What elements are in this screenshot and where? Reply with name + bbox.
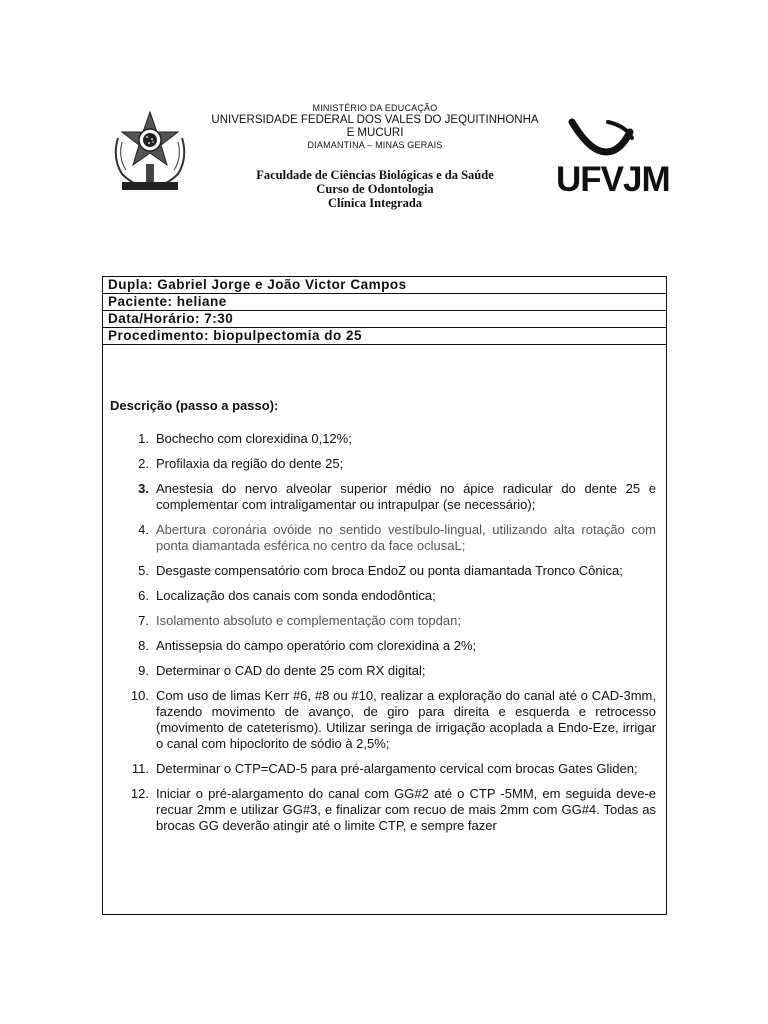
data-horario-row: Data/Horário: 7:30 (103, 311, 666, 328)
list-item (103, 522, 663, 554)
institution-header (190, 103, 560, 151)
list-item (103, 638, 663, 654)
step-text: Anestesia do nervo alveolar superior médio no ápice radicular do dente 25 e complementar com intraligamentar ou intrapulpar (se necessário); (156, 481, 656, 512)
list-item (103, 688, 663, 752)
info-table (102, 276, 667, 345)
step-text: Bochecho com clorexidina 0,12%; (156, 431, 352, 446)
step-number: 9. (138, 663, 149, 678)
step-number: 11. (131, 761, 149, 776)
procedimento-row: Procedimento: biopulpectomia do 25 (108, 328, 363, 343)
list-item (103, 456, 663, 472)
step-number: 7. (138, 613, 149, 628)
step-text: Abertura coronária ovóide no sentido vestíbulo-lingual, utilizando alta rotação com ponta diamantada esférica no centro da face oclusaL; (156, 522, 656, 553)
description-title: Descrição (passo a passo): (110, 398, 279, 413)
step-number: 8. (138, 638, 149, 653)
dupla-row: Dupla: Gabriel Jorge e João Victor Campos (103, 277, 666, 294)
ministry-line: MINISTÉRIO DA EDUCAÇÃO (312, 103, 438, 113)
faculty-block (190, 168, 560, 210)
ufvjm-logo-text: UFVJM (556, 160, 670, 199)
location-line: DIAMANTINA – MINAS GERAIS (307, 140, 443, 150)
step-number: 1. (138, 431, 149, 446)
step-number: 4. (138, 522, 149, 537)
step-text: Determinar o CAD do dente 25 com RX digital; (156, 663, 426, 678)
step-number: 10. (130, 688, 149, 703)
step-number: 12. (130, 786, 149, 801)
step-text: Profilaxia da região do dente 25; (156, 456, 344, 471)
list-item (103, 431, 663, 447)
step-text: Isolamento absoluto e complementação com topdan; (156, 613, 461, 628)
steps-list (103, 431, 663, 843)
step-text: Iniciar o pré-alargamento do canal com GG#2 até o CTP -5MM, em seguida deve-e recuar 2mm e utilizar GG#3, e finalizar com recuo de mais 2mm com GG#4. Todas as brocas GG deverão atingir até o limite CTP, e sempre fazer (156, 786, 656, 833)
list-item (103, 663, 663, 679)
step-text: Determinar o CTP=CAD-5 para pré-alargamento cervical com brocas Gates Gliden; (156, 761, 638, 776)
paciente-row: Paciente: heliane (103, 294, 666, 311)
step-text: Antissepsia do campo operatório com clorexidina a 2%; (156, 638, 477, 653)
description-box (102, 345, 667, 915)
step-text: Com uso de limas Kerr #6, #8 ou #10, realizar a exploração do canal até o CAD-3mm, fazendo movimento de avanço, de giro para direita e esquerda e retrocesso (movimento de cateterismo). Utilizar seringa de irrigação acoplada a Endo-Eze, irrigar o canal com hipoclorito de sódio à 2,5%; (156, 688, 656, 751)
step-number: 3. (138, 481, 149, 496)
list-item (103, 588, 663, 604)
step-text: Desgaste compensatório com broca EndoZ ou ponta diamantada Tronco Cônica; (156, 563, 623, 578)
brazil-coat-of-arms-icon (108, 108, 192, 194)
list-item (103, 563, 663, 579)
step-number: 2. (138, 456, 149, 471)
list-item (103, 481, 663, 513)
step-text: Localização dos canais com sonda endodôntica; (156, 588, 436, 603)
university-line-2: E MUCURI (346, 127, 404, 139)
clinic-name: Clínica Integrada (327, 196, 423, 210)
list-item (103, 613, 663, 629)
course-name: Curso de Odontologia (316, 182, 434, 196)
university-line-1: UNIVERSIDADE FEDERAL DOS VALES DO JEQUITINHONHA (211, 114, 539, 126)
step-number: 6. (138, 588, 149, 603)
list-item (103, 786, 663, 834)
faculty-name: Faculdade de Ciências Biológicas e da Saúde (256, 168, 494, 182)
list-item (103, 761, 663, 777)
step-number: 5. (138, 563, 149, 578)
